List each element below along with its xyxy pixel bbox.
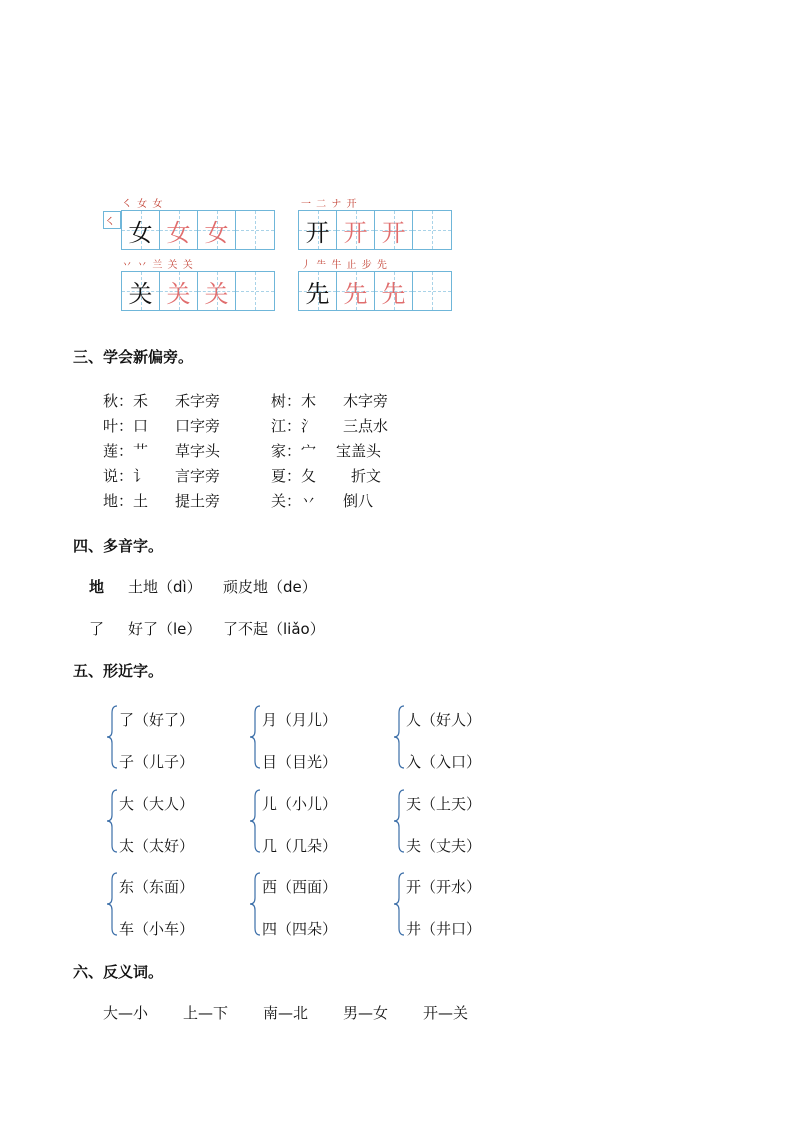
grid-cell [198, 211, 236, 249]
stroke-hint: ㇛ [105, 217, 115, 228]
stroke-order: ㇛ 女 女 [122, 199, 164, 210]
grid-cell [413, 211, 451, 249]
similar-char-item: 四（四朵） [262, 920, 338, 938]
model-char: 开 [305, 218, 330, 247]
section-3-title: 三、学会新偏旁。 [73, 348, 194, 366]
model-char: 先 [305, 279, 330, 308]
grid-cell [236, 211, 274, 249]
grid-cell [198, 272, 236, 310]
radical-char: 秋：禾 [103, 392, 149, 410]
radical-name: 木字旁 [343, 392, 389, 410]
antonym-pair: 上—下 [183, 1004, 229, 1022]
radical-char: 家：宀 [271, 442, 317, 460]
similar-char-item: 西（西面） [262, 878, 338, 896]
radical-name: 禾字旁 [175, 392, 221, 410]
radical-char: 夏：夂 [271, 467, 317, 485]
radical-char: 叶：口 [103, 417, 149, 435]
trace-char: 女 [204, 218, 229, 247]
model-char: 关 [128, 279, 153, 308]
similar-char-item: 入（入口） [406, 753, 482, 771]
grid-cell [122, 272, 160, 310]
antonym-pair: 南—北 [263, 1004, 309, 1022]
brace-icon [393, 705, 405, 769]
trace-char: 开 [343, 218, 368, 247]
similar-char-item: 人（好人） [406, 711, 482, 729]
similar-char-item: 几（几朵） [262, 837, 338, 855]
grid-cell [413, 272, 451, 310]
radical-char: 关：丷 [271, 492, 317, 510]
similar-char-item: 东（东面） [119, 878, 195, 896]
similar-char-item: 目（目光） [262, 753, 338, 771]
polyphone-word: 土地（dì） [128, 578, 202, 596]
radical-name: 折文 [351, 467, 382, 485]
trace-char: 先 [343, 279, 368, 308]
brace-icon [393, 789, 405, 853]
stroke-order: 一 二 ナ 开 [301, 199, 358, 210]
radical-name: 倒八 [343, 492, 374, 510]
grid-cell [375, 211, 413, 249]
similar-char-item: 了（好了） [119, 711, 195, 729]
grid-cell [160, 211, 198, 249]
similar-char-item: 开（开水） [406, 878, 482, 896]
radical-char: 莲：艹 [103, 442, 149, 460]
trace-char: 先 [381, 279, 406, 308]
brace-icon [106, 872, 118, 936]
polyphone-char: 地 [89, 578, 105, 596]
polyphone-char: 了 [89, 620, 105, 638]
radical-char: 地：土 [103, 492, 149, 510]
stroke-hint-box [103, 211, 121, 229]
antonym-pair: 开—关 [423, 1004, 469, 1022]
grid-cell [299, 272, 337, 310]
section-6-title: 六、反义词。 [73, 963, 164, 981]
radical-char: 江：氵 [271, 417, 317, 435]
trace-char: 关 [204, 279, 229, 308]
antonym-pair: 大—小 [103, 1004, 149, 1022]
tianzige-grid [121, 210, 275, 250]
tianzige-grid [298, 210, 452, 250]
radical-char: 树：木 [271, 392, 317, 410]
trace-char: 女 [166, 218, 191, 247]
radical-name: 三点水 [343, 417, 389, 435]
similar-char-item: 天（上天） [406, 795, 482, 813]
trace-char: 开 [381, 218, 406, 247]
trace-char: 关 [166, 279, 191, 308]
grid-cell [236, 272, 274, 310]
tianzige-grid [121, 271, 275, 311]
radical-name: 草字头 [175, 442, 221, 460]
brace-icon [106, 705, 118, 769]
grid-cell [375, 272, 413, 310]
similar-char-item: 车（小车） [119, 920, 195, 938]
similar-char-item: 井（井口） [406, 920, 482, 938]
grid-cell [337, 211, 375, 249]
similar-char-item: 大（大人） [119, 795, 195, 813]
polyphone-word: 顽皮地（de） [223, 578, 317, 596]
stroke-order: 丷 丷 兰 关 关 [122, 260, 194, 271]
radical-name: 宝盖头 [336, 442, 382, 460]
grid-cell [160, 272, 198, 310]
model-char: 女 [128, 218, 153, 247]
polyphone-word: 了不起（liǎo） [223, 620, 325, 638]
brace-icon [249, 705, 261, 769]
grid-cell [122, 211, 160, 249]
similar-char-item: 儿（小儿） [262, 795, 338, 813]
brace-icon [393, 872, 405, 936]
brace-icon [249, 872, 261, 936]
stroke-order: 丿 ⺧ 牛 止 步 先 [301, 260, 388, 271]
grid-cell [337, 272, 375, 310]
section-4-title: 四、多音字。 [73, 537, 164, 555]
brace-icon [249, 789, 261, 853]
radical-char: 说：讠 [103, 467, 149, 485]
antonym-pair: 男—女 [343, 1004, 389, 1022]
polyphone-word: 好了（le） [128, 620, 202, 638]
radical-name: 提土旁 [175, 492, 221, 510]
similar-char-item: 子（儿子） [119, 753, 195, 771]
similar-char-item: 月（月儿） [262, 711, 338, 729]
tianzige-grid [298, 271, 452, 311]
brace-icon [106, 789, 118, 853]
radical-name: 言字旁 [175, 467, 221, 485]
similar-char-item: 太（太好） [119, 837, 195, 855]
grid-cell [299, 211, 337, 249]
radical-name: 口字旁 [175, 417, 221, 435]
section-5-title: 五、形近字。 [73, 662, 164, 680]
similar-char-item: 夫（丈夫） [406, 837, 482, 855]
